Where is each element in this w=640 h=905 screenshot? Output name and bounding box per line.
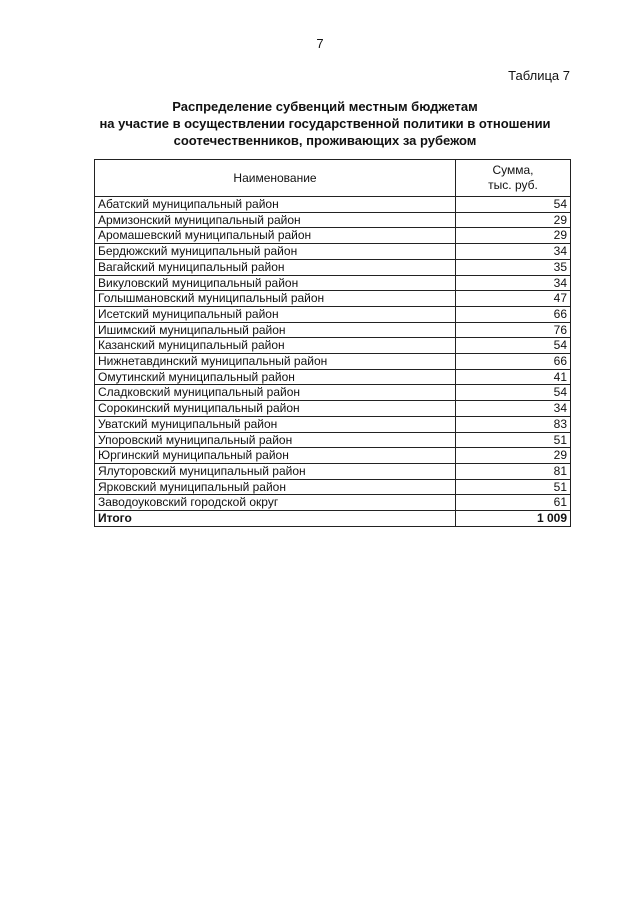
row-name: Голышмановский муниципальный район — [95, 291, 456, 307]
table-row — [95, 369, 571, 385]
page-number: 7 — [316, 36, 324, 51]
row-sum: 34 — [456, 401, 571, 417]
row-sum: 76 — [456, 322, 571, 338]
row-sum: 29 — [456, 228, 571, 244]
subvention-table — [94, 159, 571, 527]
table-row — [95, 401, 571, 417]
row-sum: 29 — [456, 212, 571, 228]
table-row — [95, 306, 571, 322]
row-name: Абатский муниципальный район — [95, 197, 456, 213]
row-name: Вагайский муниципальный район — [95, 259, 456, 275]
row-sum: 54 — [456, 338, 571, 354]
row-name: Викуловский муниципальный район — [95, 275, 456, 291]
table-label: Таблица 7 — [508, 68, 570, 83]
table-header-row — [95, 160, 571, 197]
table-row — [95, 275, 571, 291]
total-label: Итого — [95, 511, 456, 527]
table-row — [95, 259, 571, 275]
row-sum: 47 — [456, 291, 571, 307]
row-name: Бердюжский муниципальный район — [95, 244, 456, 260]
table-row — [95, 416, 571, 432]
row-name: Омутинский муниципальный район — [95, 369, 456, 385]
heading-line: Распределение субвенций местным бюджетам — [172, 99, 478, 114]
row-name: Сорокинский муниципальный район — [95, 401, 456, 417]
row-name: Упоровский муниципальный район — [95, 432, 456, 448]
row-name: Исетский муниципальный район — [95, 306, 456, 322]
row-name: Заводоуковский городской округ — [95, 495, 456, 511]
table-row — [95, 197, 571, 213]
row-name: Ишимский муниципальный район — [95, 322, 456, 338]
table-row — [95, 432, 571, 448]
table-row — [95, 228, 571, 244]
table-row — [95, 212, 571, 228]
row-name: Казанский муниципальный район — [95, 338, 456, 354]
row-sum: 34 — [456, 275, 571, 291]
row-name: Аромашевский муниципальный район — [95, 228, 456, 244]
row-name: Армизонский муниципальный район — [95, 212, 456, 228]
column-header-name: Наименование — [95, 160, 456, 197]
row-sum: 81 — [456, 463, 571, 479]
table-total-row — [95, 511, 571, 527]
column-header-sum-line: тыс. руб. — [488, 178, 538, 192]
table-row — [95, 244, 571, 260]
row-name: Уватский муниципальный район — [95, 416, 456, 432]
table-row — [95, 322, 571, 338]
table-row — [95, 385, 571, 401]
total-sum: 1 009 — [456, 511, 571, 527]
table-row — [95, 448, 571, 464]
heading-line: на участие в осуществлении государственной политики в отношении — [99, 116, 551, 131]
row-sum: 35 — [456, 259, 571, 275]
table-row — [95, 354, 571, 370]
row-sum: 34 — [456, 244, 571, 260]
table-row — [95, 479, 571, 495]
row-sum: 51 — [456, 432, 571, 448]
row-sum: 66 — [456, 354, 571, 370]
column-header-sum — [456, 160, 571, 197]
table-row — [95, 338, 571, 354]
row-sum: 41 — [456, 369, 571, 385]
heading-line: соотечественников, проживающих за рубежом — [173, 133, 477, 148]
row-sum: 61 — [456, 495, 571, 511]
row-sum: 83 — [456, 416, 571, 432]
row-sum: 54 — [456, 197, 571, 213]
row-name: Сладковский муниципальный район — [95, 385, 456, 401]
row-sum: 54 — [456, 385, 571, 401]
table-row — [95, 463, 571, 479]
row-sum: 66 — [456, 306, 571, 322]
row-sum: 29 — [456, 448, 571, 464]
row-name: Ярковский муниципальный район — [95, 479, 456, 495]
table-row — [95, 291, 571, 307]
column-header-sum-line: Сумма, — [492, 163, 534, 177]
row-name: Ялуторовский муниципальный район — [95, 463, 456, 479]
table-body — [95, 197, 571, 527]
table-row — [95, 495, 571, 511]
row-name: Нижнетавдинский муниципальный район — [95, 354, 456, 370]
row-name: Юргинский муниципальный район — [95, 448, 456, 464]
row-sum: 51 — [456, 479, 571, 495]
document-heading — [60, 98, 590, 149]
